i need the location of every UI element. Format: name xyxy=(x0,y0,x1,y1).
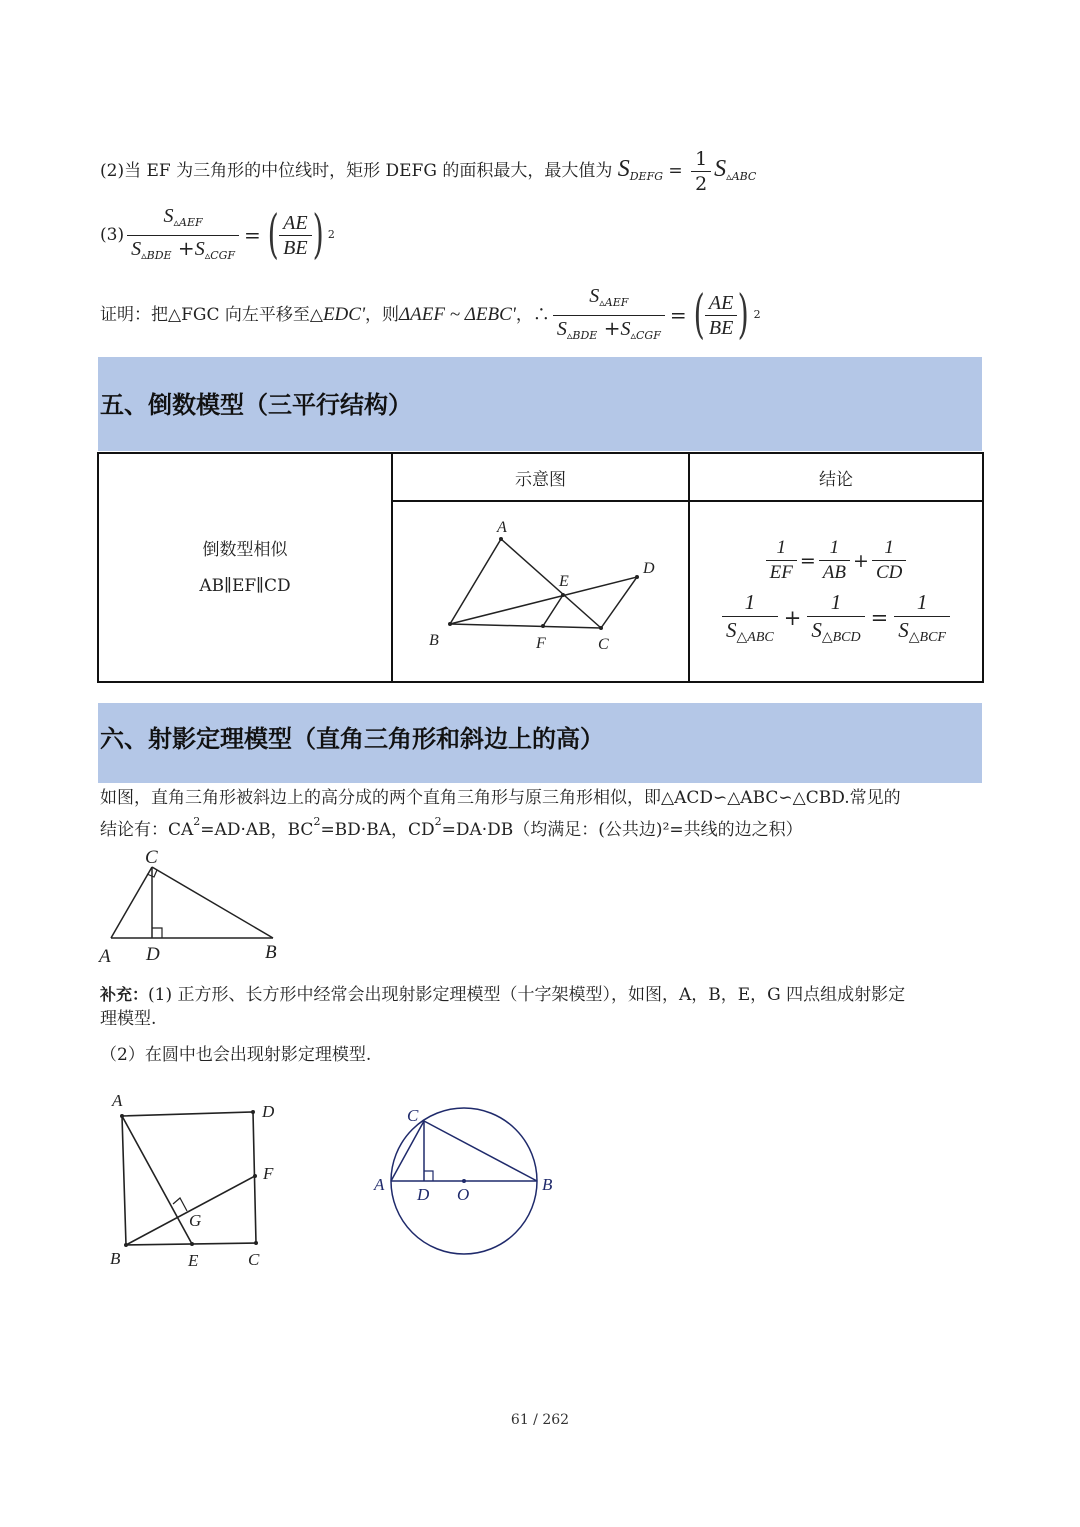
svg-text:D: D xyxy=(146,944,160,965)
proof-fraction: $\frac{S_{▵AEF}}{S_{▵BDE} +S_{▵CGF}}$ xyxy=(553,284,665,347)
supplement: 补充：(1) 正方形、长方形中经常会出现射影定理模型（十字架模型），如图，A，B，E，G 四点组成射影定 理模型. （2）在圆中也会出现射影定理模型. xyxy=(100,985,906,1065)
section-6-title: 六、射影定理模型（直角三角形和斜边上的高） xyxy=(100,725,604,753)
section-6-banner xyxy=(98,703,982,783)
circle-projection-diagram xyxy=(365,1100,565,1260)
label-d: D xyxy=(643,560,655,577)
label-e: E xyxy=(559,573,569,590)
page-number: 61 / 262 xyxy=(510,1412,570,1428)
item-3: (3) $\frac{S_{▵AEF}}{S_{▵BDE} +S_{▵CGF}}$ = ( $\frac{AE}{BE}$ ) 2 xyxy=(100,204,335,265)
svg-text:C: C xyxy=(407,1106,419,1125)
reciprocal-model-table xyxy=(97,452,984,683)
svg-text:G: G xyxy=(189,1211,202,1230)
svg-text:B: B xyxy=(110,1249,121,1268)
diagram-cell xyxy=(392,501,689,682)
item-2-text: (2)当 EF 为三角形的中位线时，矩形 DEFG 的面积最大，最大值为 xyxy=(100,161,613,181)
section-5-title: 五、倒数模型（三平行结构） xyxy=(100,391,412,419)
label-c: C xyxy=(598,636,609,653)
section-6-paragraph: 如图，直角三角形被斜边上的高分成的两个直角三角形与原三角形相似，即△ACD∽△ABC∽△CBD.常见的 结论有：$CA^2=AD\cdot AB$，$BC^2=BD\cdot BA$，$CD^2=DA\cdot DB$（均满足：(公共边)²=共线的边之积） xyxy=(100,788,901,840)
svg-text:A: A xyxy=(374,1175,385,1194)
model-name-cell xyxy=(98,453,392,682)
formula-reciprocal-lengths: $\frac{1}{EF}$ = $\frac{1}{AB}$ + $\frac{1}{CD}$ xyxy=(763,537,910,584)
conclusion-cell xyxy=(689,501,983,682)
svg-text:A: A xyxy=(99,946,111,967)
svg-text:C: C xyxy=(248,1250,260,1269)
area-ratio-fraction: $\frac{S_{▵AEF}}{S_{▵BDE} +S_{▵CGF}}$ xyxy=(127,204,239,267)
svg-text:O: O xyxy=(457,1185,470,1204)
model-condition: AB∥EF∥CD xyxy=(199,575,291,596)
svg-text:E: E xyxy=(188,1251,199,1270)
fraction-half: $\frac{1}{2}$ xyxy=(691,148,711,195)
proof-line: 证明：把△FGC 向左平移至△ EDC' ，则 ΔAEF ~ ΔEBC' ，∴ $\frac{S_{▵AEF}}{S_{▵BDE} +S_{▵CGF}}$ = ( $\frac{AE}{BE}$ ) 2 xyxy=(100,284,761,345)
ae-be-fraction: $\frac{AE}{BE}$ xyxy=(279,212,311,259)
section-5-banner xyxy=(98,357,982,451)
label-b: B xyxy=(429,632,439,649)
segment-bc xyxy=(450,624,601,628)
svg-text:D: D xyxy=(417,1185,430,1204)
header-diagram: 示意图 xyxy=(392,453,689,501)
svg-text:A: A xyxy=(112,1091,123,1110)
label-f: F xyxy=(536,635,546,652)
right-triangle-diagram xyxy=(95,845,295,970)
svg-text:B: B xyxy=(265,942,277,963)
segment-ab xyxy=(450,539,501,624)
svg-text:C: C xyxy=(145,847,158,868)
model-name: 倒数型相似 xyxy=(202,539,288,560)
formula-reciprocal-areas: $\frac{1}{S_{\triangle ABC}}$ + $\frac{1}{S_{\triangle BCD}}$ = $\frac{1}{S_{\triangle BCF}}$ xyxy=(719,590,953,646)
header-conclusion: 结论 xyxy=(689,453,983,501)
svg-text:B: B xyxy=(542,1175,553,1194)
svg-text:D: D xyxy=(262,1102,275,1121)
square-cross-diagram xyxy=(100,1085,300,1275)
label-a: A xyxy=(497,519,507,536)
reciprocal-diagram xyxy=(393,502,688,677)
conclusion-formulas xyxy=(690,537,982,646)
svg-text:F: F xyxy=(263,1164,274,1183)
item-2: (2)当 EF 为三角形的中位线时，矩形 DEFG 的面积最大，最大值为 $S_{DEFG}$ = $\frac{1}{2}$ $S_{▵ABC}$ xyxy=(100,148,757,195)
